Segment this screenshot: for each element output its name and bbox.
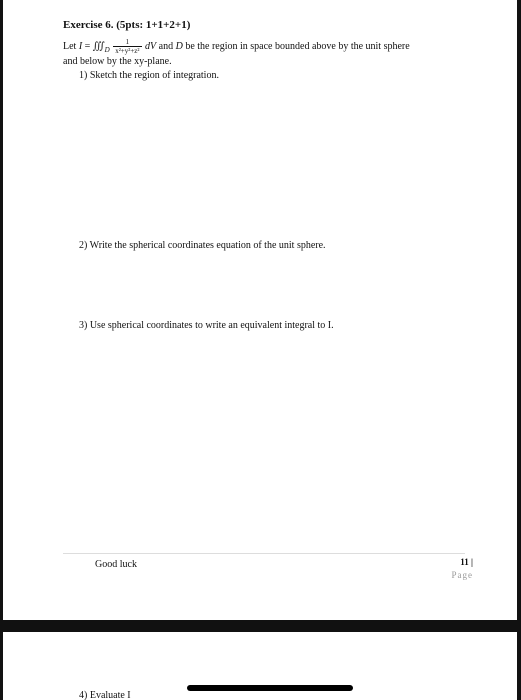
region-subscript: D	[104, 45, 110, 54]
footer-divider	[63, 553, 465, 554]
integral-variable: I	[78, 40, 83, 52]
region-name: D	[175, 40, 183, 52]
let-text: Let	[63, 40, 79, 52]
good-luck-text: Good luck	[95, 559, 137, 570]
question-4-partial: 4) Evaluate I	[79, 690, 131, 700]
fraction-denominator: x²+y²+z²	[115, 47, 140, 55]
volume-element: dV	[142, 40, 157, 52]
document-page	[3, 0, 517, 620]
problem-statement-line2: and below by the xy-plane.	[63, 56, 172, 67]
home-indicator[interactable]	[187, 685, 353, 691]
question-1: 1) Sketch the region of integration.	[79, 70, 219, 81]
question-3: 3) Use spherical coordinates to write an equivalent integral to I.	[79, 320, 334, 331]
problem-statement	[63, 38, 410, 55]
page-number: 11 |	[460, 557, 473, 567]
statement-rest: be the region in space bounded above by the unit sphere	[182, 40, 410, 52]
triple-integral-sign: = ∭	[82, 40, 105, 52]
statement-and: and	[156, 40, 176, 52]
page-label: Page	[451, 570, 473, 580]
fraction-numerator: 1	[113, 38, 141, 47]
question-2: 2) Write the spherical coordinates equation of the unit sphere.	[79, 240, 326, 251]
exercise-title: Exercise 6. (5pts: 1+1+2+1)	[63, 19, 191, 31]
integrand-fraction	[113, 38, 141, 55]
